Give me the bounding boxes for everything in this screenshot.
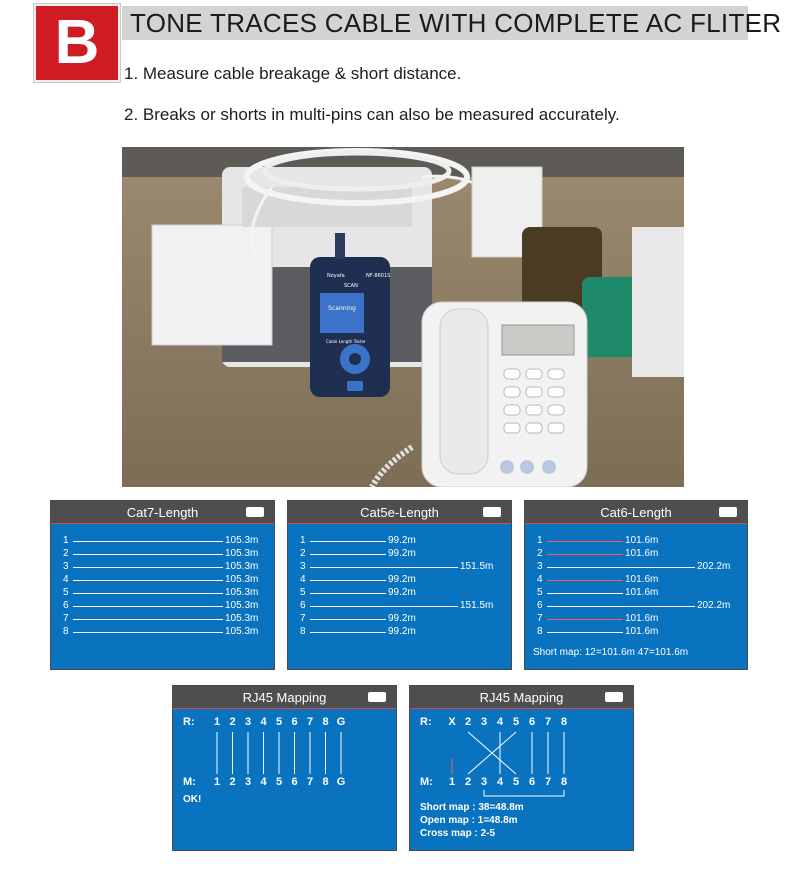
mapping-info-text: Open map : 1=48.8m bbox=[420, 815, 518, 826]
length-value: 105.3m bbox=[225, 548, 259, 559]
length-row bbox=[51, 613, 274, 626]
length-row bbox=[525, 535, 747, 548]
receiver-pin: 7 bbox=[544, 716, 552, 728]
section-badge bbox=[34, 4, 120, 82]
length-value: 105.3m bbox=[225, 587, 259, 598]
length-value: 99.2m bbox=[388, 535, 416, 546]
length-line bbox=[547, 632, 623, 633]
main-unit-pin: 2 bbox=[464, 776, 472, 788]
length-value: 99.2m bbox=[388, 613, 416, 624]
length-line bbox=[73, 567, 223, 568]
length-line bbox=[547, 554, 623, 555]
length-value: 101.6m bbox=[625, 613, 659, 624]
length-line bbox=[310, 554, 386, 555]
length-line bbox=[547, 567, 695, 568]
length-value: 105.3m bbox=[225, 613, 259, 624]
length-value: 151.5m bbox=[460, 561, 494, 572]
length-line bbox=[73, 632, 223, 633]
pin-number: 3 bbox=[537, 561, 543, 572]
length-value: 101.6m bbox=[625, 587, 659, 598]
length-line bbox=[310, 541, 386, 542]
product-photo bbox=[122, 147, 684, 487]
length-row bbox=[288, 574, 511, 587]
length-row bbox=[288, 535, 511, 548]
pin-number: 2 bbox=[300, 548, 306, 559]
device-screen-text: Scanning bbox=[328, 305, 356, 312]
panel-header bbox=[51, 501, 274, 524]
pin-number: 5 bbox=[300, 587, 306, 598]
length-row bbox=[525, 613, 747, 626]
mapping-info-text: OK! bbox=[183, 794, 202, 805]
main-unit-pin: G bbox=[336, 776, 346, 788]
mapping-info-text: Cross map : 2-5 bbox=[420, 828, 496, 839]
cat7-length-panel bbox=[50, 500, 275, 670]
receiver-label: R: bbox=[183, 716, 195, 728]
receiver-pin: 2 bbox=[464, 716, 472, 728]
length-line bbox=[73, 619, 223, 620]
device-scan-label: SCAN bbox=[344, 283, 358, 289]
length-value: 99.2m bbox=[388, 574, 416, 585]
pin-number: 7 bbox=[63, 613, 69, 624]
pin-number: 8 bbox=[63, 626, 69, 637]
main-unit-pin: 5 bbox=[275, 776, 283, 788]
pin-number: 7 bbox=[300, 613, 306, 624]
length-row bbox=[525, 600, 747, 613]
length-line bbox=[547, 606, 695, 607]
pin-number: 3 bbox=[300, 561, 306, 572]
pin-number: 1 bbox=[63, 535, 69, 546]
length-line bbox=[310, 580, 386, 581]
wire-map-lines bbox=[173, 686, 398, 826]
length-line bbox=[310, 632, 386, 633]
receiver-pin: 3 bbox=[244, 716, 252, 728]
device-brand: Noyafa bbox=[327, 273, 345, 279]
pin-number: 8 bbox=[537, 626, 543, 637]
panel-title: Cat7-Length bbox=[126, 504, 199, 520]
pin-number: 5 bbox=[537, 587, 543, 598]
length-line bbox=[547, 619, 623, 620]
cat5e-length-panel bbox=[287, 500, 512, 670]
feature-point-2: 2. Breaks or shorts in multi-pins can also be measured accurately. bbox=[124, 105, 620, 124]
length-row bbox=[288, 600, 511, 613]
pin-number: 3 bbox=[63, 561, 69, 572]
rj45-mapping-panel-fault bbox=[409, 685, 634, 851]
length-row bbox=[525, 626, 747, 639]
length-value: 99.2m bbox=[388, 548, 416, 559]
length-value: 99.2m bbox=[388, 587, 416, 598]
length-row bbox=[288, 548, 511, 561]
length-line bbox=[73, 606, 223, 607]
length-row bbox=[51, 574, 274, 587]
receiver-pin: G bbox=[336, 716, 346, 728]
length-value: 105.3m bbox=[225, 535, 259, 546]
main-unit-pin: 7 bbox=[544, 776, 552, 788]
receiver-label: R: bbox=[420, 716, 432, 728]
length-line bbox=[547, 580, 623, 581]
length-value: 101.6m bbox=[625, 626, 659, 637]
receiver-pin: 4 bbox=[496, 716, 504, 728]
pin-number: 5 bbox=[63, 587, 69, 598]
battery-icon bbox=[483, 507, 501, 517]
receiver-pin: 6 bbox=[291, 716, 298, 728]
length-line bbox=[547, 541, 623, 542]
receiver-pin: 6 bbox=[528, 716, 536, 728]
device-subtitle: Cable Length Tester bbox=[326, 339, 366, 344]
device-model: NF-8601S bbox=[366, 273, 391, 279]
length-row bbox=[525, 574, 747, 587]
main-unit-pin: 7 bbox=[306, 776, 314, 788]
mapping-info-text: Short map : 38=48.8m bbox=[420, 802, 524, 813]
receiver-pin: 2 bbox=[229, 716, 236, 728]
main-unit-label: M: bbox=[183, 776, 196, 788]
short-map-text: Short map: 12=101.6m 47=101.6m bbox=[533, 647, 689, 658]
main-unit-pin: 6 bbox=[291, 776, 298, 788]
main-unit-pin: 4 bbox=[260, 776, 267, 788]
length-row bbox=[288, 587, 511, 600]
pin-number: 1 bbox=[300, 535, 306, 546]
receiver-pin: 4 bbox=[260, 716, 267, 728]
length-row bbox=[51, 587, 274, 600]
cat6-length-panel bbox=[524, 500, 748, 670]
length-value: 202.2m bbox=[697, 561, 731, 572]
pin-number: 4 bbox=[300, 574, 306, 585]
feature-point-1: 1. Measure cable breakage & short distance. bbox=[124, 64, 462, 83]
receiver-pin: 8 bbox=[560, 716, 568, 728]
pin-number: 4 bbox=[63, 574, 69, 585]
receiver-pin: 3 bbox=[480, 716, 488, 728]
main-unit-pin: 6 bbox=[528, 776, 536, 788]
pin-number: 2 bbox=[537, 548, 543, 559]
main-unit-pin: 4 bbox=[496, 776, 504, 788]
battery-icon bbox=[246, 507, 264, 517]
length-line bbox=[310, 567, 458, 568]
length-line bbox=[310, 606, 458, 607]
length-row bbox=[288, 626, 511, 639]
main-unit-pin: 3 bbox=[244, 776, 252, 788]
receiver-pin: 8 bbox=[322, 716, 329, 728]
length-value: 101.6m bbox=[625, 548, 659, 559]
battery-icon bbox=[719, 507, 737, 517]
length-value: 105.3m bbox=[225, 574, 259, 585]
panel-header bbox=[288, 501, 511, 524]
length-row bbox=[51, 535, 274, 548]
receiver-pin: X bbox=[448, 716, 456, 728]
pin-number: 7 bbox=[537, 613, 543, 624]
pin-number: 6 bbox=[537, 600, 543, 611]
length-row bbox=[525, 561, 747, 574]
pin-number: 6 bbox=[63, 600, 69, 611]
panel-title: RJ45 Mapping bbox=[242, 689, 327, 705]
pin-number: 6 bbox=[300, 600, 306, 611]
main-unit-pin: 1 bbox=[213, 776, 221, 788]
receiver-pin: 1 bbox=[213, 716, 221, 728]
length-value: 101.6m bbox=[625, 574, 659, 585]
length-value: 105.3m bbox=[225, 600, 259, 611]
length-row bbox=[525, 548, 747, 561]
receiver-pin: 5 bbox=[512, 716, 520, 728]
panel-title: Cat5e-Length bbox=[360, 504, 439, 520]
headline-text: TONE TRACES CABLE WITH COMPLETE AC FLITER bbox=[130, 7, 782, 38]
main-unit-pin: 3 bbox=[480, 776, 488, 788]
pin-number: 2 bbox=[63, 548, 69, 559]
main-unit-pin: 2 bbox=[229, 776, 236, 788]
panel-header bbox=[525, 501, 747, 524]
length-line bbox=[73, 554, 223, 555]
length-value: 105.3m bbox=[225, 561, 259, 572]
main-unit-label: M: bbox=[420, 776, 433, 788]
length-value: 105.3m bbox=[225, 626, 259, 637]
receiver-pin: 7 bbox=[306, 716, 314, 728]
length-row bbox=[288, 613, 511, 626]
length-line bbox=[310, 593, 386, 594]
headline-bar bbox=[122, 6, 782, 40]
length-row bbox=[51, 600, 274, 613]
length-line bbox=[547, 593, 623, 594]
length-line bbox=[73, 541, 223, 542]
receiver-pin: 5 bbox=[275, 716, 283, 728]
length-row bbox=[51, 626, 274, 639]
main-unit-pin: 1 bbox=[448, 776, 456, 788]
length-value: 99.2m bbox=[388, 626, 416, 637]
panel-title: Cat6-Length bbox=[600, 504, 672, 520]
pin-number: 4 bbox=[537, 574, 543, 585]
length-value: 101.6m bbox=[625, 535, 659, 546]
length-value: 202.2m bbox=[697, 600, 731, 611]
length-line bbox=[73, 593, 223, 594]
length-value: 151.5m bbox=[460, 600, 494, 611]
length-row bbox=[525, 587, 747, 600]
length-row bbox=[288, 561, 511, 574]
length-line bbox=[310, 619, 386, 620]
main-unit-pin: 5 bbox=[512, 776, 520, 788]
main-unit-pin: 8 bbox=[560, 776, 568, 788]
rj45-mapping-panel-ok bbox=[172, 685, 397, 851]
length-row bbox=[51, 548, 274, 561]
pin-number: 1 bbox=[537, 535, 543, 546]
length-row bbox=[51, 561, 274, 574]
panel-title: RJ45 Mapping bbox=[479, 689, 564, 705]
badge-letter: B bbox=[54, 8, 100, 77]
length-line bbox=[73, 580, 223, 581]
pin-number: 8 bbox=[300, 626, 306, 637]
main-unit-pin: 8 bbox=[322, 776, 329, 788]
